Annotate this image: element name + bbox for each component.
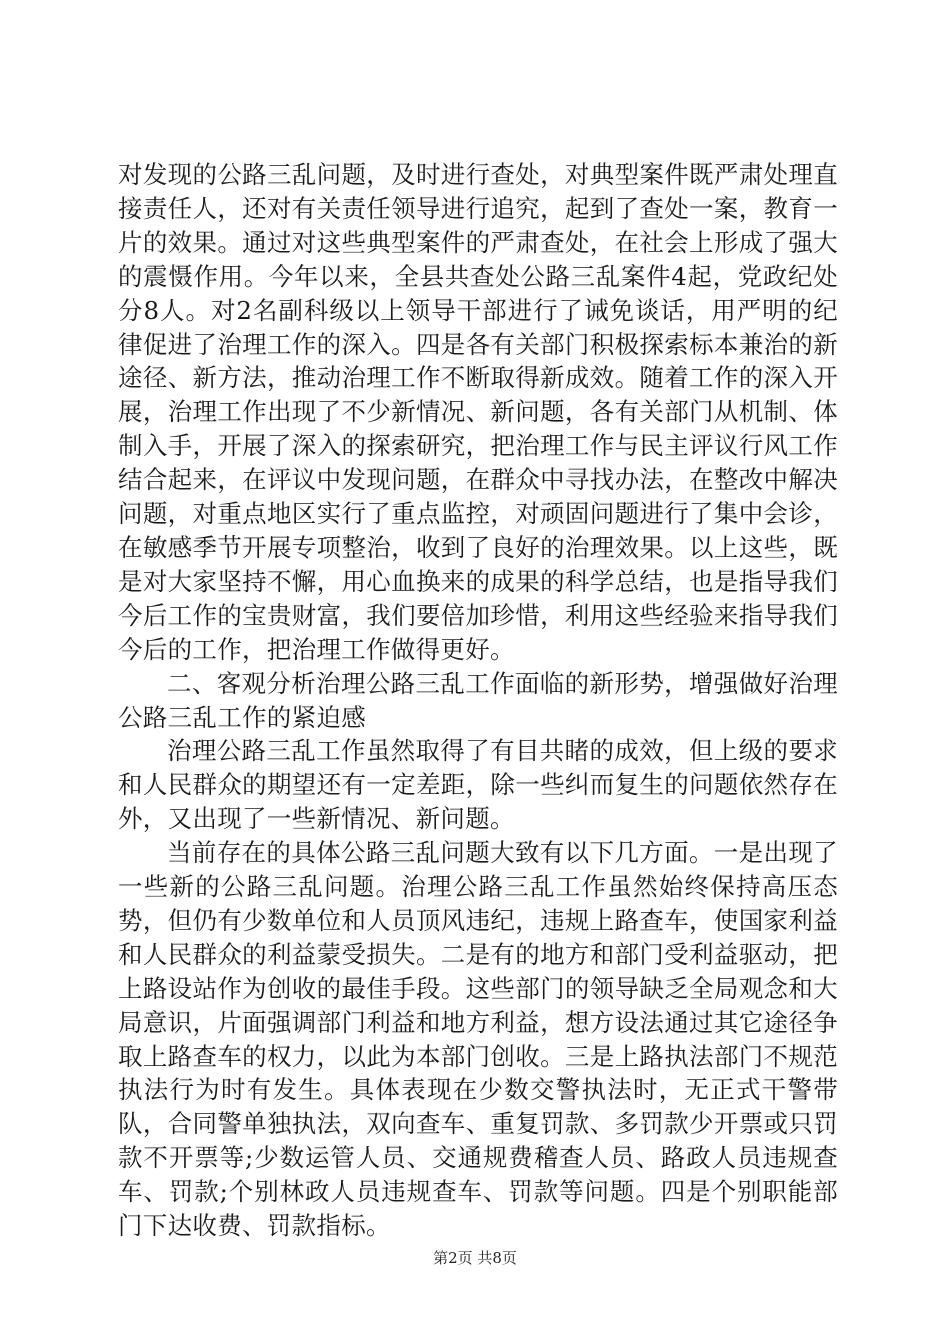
body-paragraph-1: 对发现的公路三乱问题，及时进行查处，对典型案件既严肃处理直接责任人，还对有关责任领导进行追究，起到了查处一案，教育一片的效果。通过对这些典型案件的严肃查处，在社会上形成了强大的震慑作用。今年以来，全县共查处公路三乱案件4起，党政纪处分8人。对2名副科级以上领导干部进行了诫免谈话，用严明的纪律促进了治理工作的深入。四是各有关部门积极探索标本兼治的新途径、新方法，推动治理工作不断取得新成效。随着工作的深入开展，治理工作出现了不少新情况、新问题，各有关部门从机制、体制入手，开展了深入的探索研究，把治理工作与民主评议行风工作结合起来，在评议中发现问题，在群众中寻找办法，在整改中解决问题，对重点地区实行了重点监控，对顽固问题进行了集中会诊，在敏感季节开展专项整治，收到了良好的治理效果。以上这些，既是对大家坚持不懈，用心血换来的成果的科学总结，也是指导我们今后工作的宝贵财富，我们要倍加珍惜，利用这些经验来指导我们今后的工作，把治理工作做得更好。 bbox=[118, 160, 838, 664]
body-paragraph-3: 当前存在的具体公路三乱问题大致有以下几方面。一是出现了一些新的公路三乱问题。治理公路三乱工作虽然始终保持高压态势，但仍有少数单位和人员顶风违纪，违规上路查车，使国家利益和人民群众的利益蒙受损失。二是有的地方和部门受利益驱动，把上路设站作为创收的最佳手段。这些部门的领导缺乏全局观念和大局意识，片面强调部门利益和地方利益，想方设法通过其它途径争取上路查车的权力，以此为本部门创收。三是上路执法部门不规范执法行为时有发生。具体表现在少数交警执法时，无正式干警带队，合同警单独执法，双向查车、重复罚款、多罚款少开票或只罚款不开票等;少数运管人员、交通规费稽查人员、路政人员违规查车、罚款;个别林政人员违规查车、罚款等问题。四是个别职能部门下达收费、罚款指标。 bbox=[118, 838, 838, 1241]
document-body bbox=[118, 158, 838, 1243]
body-paragraph-2: 治理公路三乱工作虽然取得了有目共睹的成效，但上级的要求和人民群众的期望还有一定差距，除一些纠而复生的问题依然存在外，又出现了一些新情况、新问题。 bbox=[118, 736, 838, 834]
section-heading: 二、客观分析治理公路三乱工作面临的新形势，增强做好治理公路三乱工作的紧迫感 bbox=[118, 668, 838, 732]
page-footer bbox=[0, 1248, 950, 1268]
page-number: 第2页 共8页 bbox=[433, 1249, 517, 1267]
